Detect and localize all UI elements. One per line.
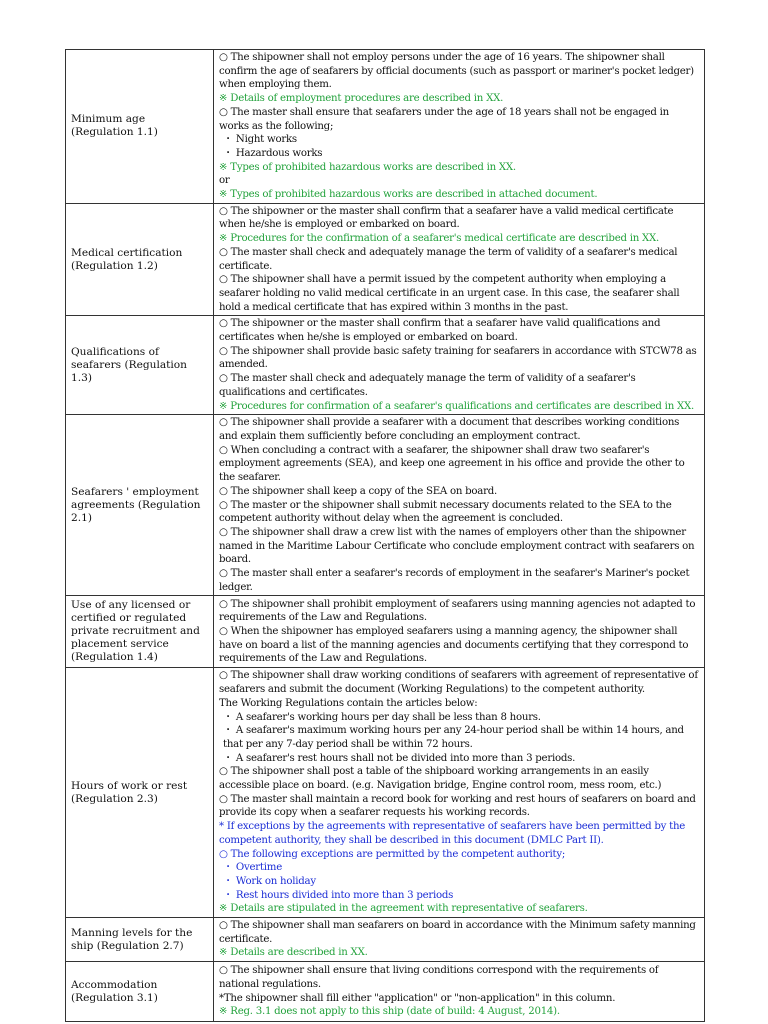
requirement-line: ○ The shipowner or the master shall confirm that a seafarer have a valid medical certificate when he/she is employed or embarked on board. xyxy=(219,205,674,231)
regulation-label: Seafarers ' employment agreements (Regulation 2.1) xyxy=(66,415,214,596)
requirement-text xyxy=(214,962,705,1022)
note-line: ※ Reg. 3.1 does not apply to this ship (date of build: 4 August, 2014). xyxy=(219,1006,560,1018)
regulation-label: Use of any licensed or certified or regulated private recruitment and placement service (Regulation 1.4) xyxy=(66,596,214,668)
dmlc-requirements-table xyxy=(65,49,705,1022)
bullet-item: ・ Overtime xyxy=(223,862,282,874)
bullet-item: ・ A seafarer's rest hours shall not be divided into more than 3 periods. xyxy=(223,752,576,764)
bullet-item: ・ A seafarer's working hours per day shall be less than 8 hours. xyxy=(223,711,541,723)
requirement-text xyxy=(214,203,705,316)
requirement-line: ○ The shipowner shall keep a copy of the SEA on board. xyxy=(219,485,498,497)
table-row xyxy=(66,668,705,918)
regulation-label: Accommodation (Regulation 3.1) xyxy=(66,962,214,1022)
requirement-line: ○ The shipowner or the master shall confirm that a seafarer have valid qualifications and certificates when he/she is employed or embarked on board. xyxy=(219,318,661,344)
note-line: ※ Details are stipulated in the agreement with representative of seafarers. xyxy=(219,903,588,915)
requirement-line: ○ The master shall ensure that seafarers under the age of 18 years shall not be engaged in works as the following; xyxy=(219,106,669,132)
table-row xyxy=(66,918,705,962)
bullet-item: ・ Hazardous works xyxy=(223,147,323,159)
note-line: ※ Details are described in XX. xyxy=(219,947,368,959)
requirement-line: ○ The master shall maintain a record book for working and rest hours of seafarers on board and provide its copy when a seafarer requests his working records. xyxy=(219,793,696,819)
requirement-text xyxy=(214,415,705,596)
note-line: ※ Types of prohibited hazardous works are described in XX. xyxy=(219,161,516,173)
requirement-line: ○ The shipowner shall prohibit employment of seafarers using manning agencies not adapted to requirements of the Law and Regulations. xyxy=(219,598,696,624)
note-line: ※ Procedures for the confirmation of a seafarer's medical certificate are described in XX. xyxy=(219,233,660,245)
requirement-line: * If exceptions by the agreements with representative of seafarers have been permitted by the competent authority, they shall be described in this document (DMLC Part II). xyxy=(219,821,686,846)
table-row xyxy=(66,203,705,316)
bullet-item: ・ Rest hours divided into more than 3 periods xyxy=(223,889,454,901)
requirement-line: ○ The shipowner shall draw working conditions of seafarers with agreement of representative of seafarers and submit the document (Working Regulations) to the competent authority. xyxy=(219,670,698,696)
requirement-line: ○ The shipowner shall provide a seafarer with a document that describes working conditions and explain them sufficiently before concluding an employment contract. xyxy=(219,417,680,442)
requirement-text xyxy=(214,668,705,918)
table-row xyxy=(66,962,705,1022)
table-row xyxy=(66,50,705,204)
requirement-line: ○ The shipowner shall post a table of the shipboard working arrangements in an easily accessible place on board. (e.g. Navigation bridge, Engine control room, mess room, etc.) xyxy=(219,766,662,792)
note-line: ※ Types of prohibited hazardous works are described in attached document. xyxy=(219,189,598,201)
table-body xyxy=(66,50,705,1022)
requirement-line: ○ The shipowner shall have a permit issued by the competent authority when employing a seafarer holding no valid medical certificate in an urgent case. In this case, the seafarer shall hold a medical certificate that has expired within 3 months in the past. xyxy=(219,274,680,313)
requirement-line: ○ When concluding a contract with a seafarer, the shipowner shall draw two seafarer's employment agreements (SEA), and keep one agreement in his office and provide the other to the seafarer. xyxy=(219,444,685,484)
requirement-line: ○ The shipowner shall ensure that living conditions correspond with the requirements of national regulations. xyxy=(219,965,659,990)
bullet-item: ・ Night works xyxy=(223,134,297,146)
requirement-line: ○ The master or the shipowner shall submit necessary documents related to the SEA to the competent authority without delay when the agreement is concluded. xyxy=(219,499,672,525)
bullet-item: ・ A seafarer's maximum working hours per any 24-hour period shall be within 14 hours, and that per any 7-day period shall be within 72 hours. xyxy=(223,725,684,750)
requirement-line: ○ The following exceptions are permitted by the competent authority; xyxy=(219,848,566,860)
requirement-text xyxy=(214,50,705,204)
regulation-label: Hours of work or rest (Regulation 2.3) xyxy=(66,668,214,918)
requirement-text xyxy=(214,316,705,415)
requirement-line: ○ When the shipowner has employed seafarers using a manning agency, the shipowner shall have on board a list of the manning agencies and documents certifying that they correspond to requirements of the Law and Regulations. xyxy=(219,626,689,665)
requirement-line: ○ The shipowner shall man seafarers on board in accordance with the Minimum safety manning certificate. xyxy=(219,920,696,945)
requirement-line: ○ The shipowner shall draw a crew list with the names of employers other than the shipowner named in the Maritime Labour Certificate who conclude employment contract with seafarers on board. xyxy=(219,526,695,566)
table-row xyxy=(66,316,705,415)
requirement-text xyxy=(214,596,705,668)
requirement-line: or xyxy=(219,175,230,187)
requirement-line: *The shipowner shall fill either "application" or "non-application" in this column. xyxy=(219,992,616,1004)
regulation-label: Manning levels for the ship (Regulation 2.7) xyxy=(66,918,214,962)
regulation-label: Medical certification (Regulation 1.2) xyxy=(66,203,214,316)
requirement-text xyxy=(214,918,705,962)
regulation-label: Minimum age (Regulation 1.1) xyxy=(66,50,214,204)
requirement-line: The Working Regulations contain the articles below: xyxy=(219,697,478,709)
requirement-line: ○ The shipowner shall provide basic safety training for seafarers in accordance with STCW78 as amended. xyxy=(219,345,697,371)
requirement-line: ○ The master shall check and adequately manage the term of validity of a seafarer's medical certificate. xyxy=(219,246,678,272)
regulation-label: Qualifications of seafarers (Regulation 1.3) xyxy=(66,316,214,415)
table-row xyxy=(66,415,705,596)
note-line: ※ Procedures for confirmation of a seafarer's qualifications and certificates are described in XX. xyxy=(219,400,694,412)
requirement-line: ○ The shipowner shall not employ persons under the age of 16 years. The shipowner shall confirm the age of seafarers by official documents (such as passport or mariner's pocket ledger) when employing them. xyxy=(219,52,694,91)
note-line: ※ Details of employment procedures are described in XX. xyxy=(219,93,504,105)
bullet-item: ・ Work on holiday xyxy=(223,875,316,887)
table-row xyxy=(66,596,705,668)
requirement-line: ○ The master shall check and adequately manage the term of validity of a seafarer's qualifications and certificates. xyxy=(219,373,636,398)
requirement-line: ○ The master shall enter a seafarer's records of employment in the seafarer's Mariner's pocket ledger. xyxy=(219,568,690,593)
